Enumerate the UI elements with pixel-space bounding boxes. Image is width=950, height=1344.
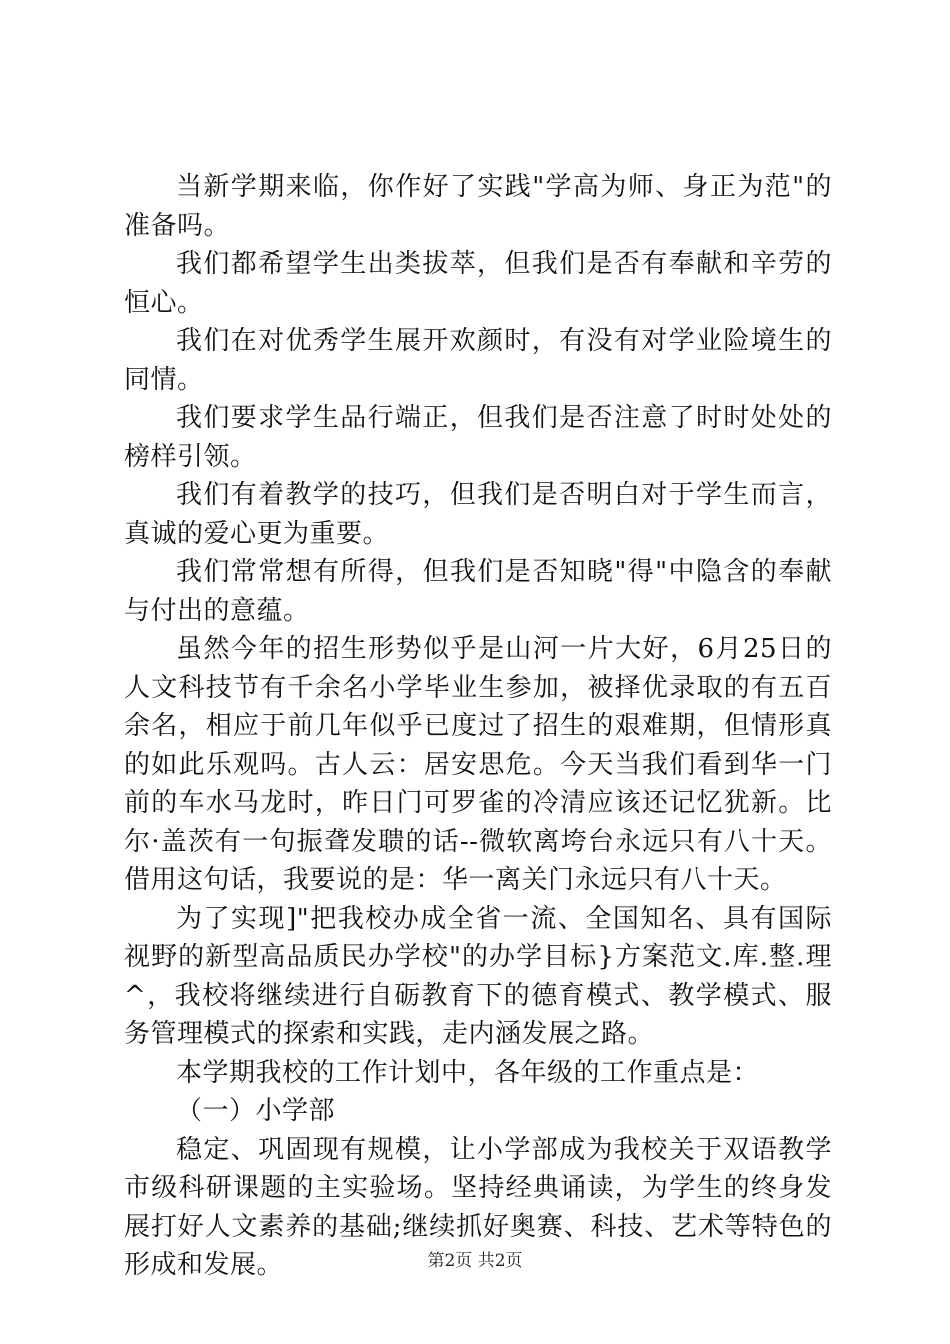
paragraph-sympathy: 我们在对优秀学生展开欢颜时，有没有对学业险境生的同情。	[124, 326, 832, 395]
page-footer	[0, 1246, 950, 1271]
page-number: 第2页 共2页	[427, 1251, 523, 1271]
paragraph-primary-school: 稳定、巩固现有规模，让小学部成为我校关于双语教学市级科研课题的主实验场。坚持经典诵读，为学生的终身发展打好人文素养的基础;继续抓好奥赛、科技、艺术等特色的形成和发展。	[124, 1134, 832, 1280]
paragraph-role-model: 我们要求学生品行端正，但我们是否注意了时时处处的榜样引领。	[124, 403, 832, 472]
paragraph-love: 我们有着教学的技巧，但我们是否明白对于学生而言，真诚的爱心更为重要。	[124, 480, 832, 549]
paragraph-gain: 我们常常想有所得，但我们是否知晓"得"中隐含的奉献与付出的意蕴。	[124, 557, 832, 626]
paragraph-new-semester: 当新学期来临，你作好了实践"学高为师、身正为范"的准备吗。	[124, 172, 832, 241]
paragraph-work-plan: 本学期我校的工作计划中，各年级的工作重点是：	[176, 1057, 760, 1088]
document-body	[124, 168, 832, 1285]
section-heading-primary: （一）小学部	[176, 1096, 336, 1126]
paragraph-enrollment: 虽然今年的招生形势似乎是山河一片大好，6月25日的人文科技节有千余名小学毕业生参加，被择优录取的有五百余名，相应于前几年似乎已度过了招生的艰难期，但情形真的如此乐观吗。古人云：居安思危。今天当我们看到华一门前的车水马龙时，昨日门可罗雀的冷清应该还记忆犹新。比尔·盖茨有一句振聋发聩的话--微软离垮台永远只有八十天。借用这句话，我要说的是：华一离关门永远只有八十天。	[124, 634, 832, 895]
paragraph-school-goal: 为了实现]"把我校办成全省一流、全国知名、具有国际视野的新型高品质民办学校"的办学目标}方案范文.库.整.理^，我校将继续进行自砺教育下的德育模式、教学模式、服务管理模式的探索和实践，走内涵发展之路。	[124, 903, 832, 1049]
paragraph-dedication: 我们都希望学生出类拔萃，但我们是否有奉献和辛劳的恒心。	[124, 249, 832, 318]
